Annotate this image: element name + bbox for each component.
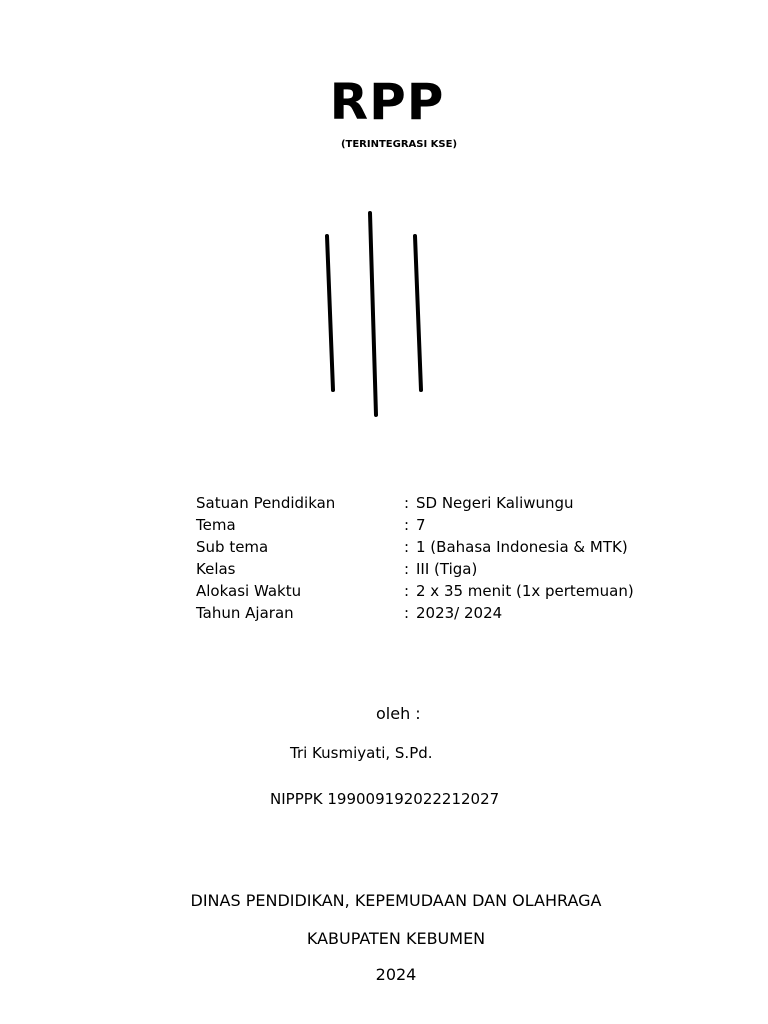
by-label: oleh : [376,704,421,723]
numeral-stroke-left [327,236,333,390]
author-nip: NIPPPK 199009192022212027 [270,790,500,808]
identity-separator: : [404,516,410,534]
identity-row-school [196,492,634,514]
office-name: DINAS PENDIDIKAN, KEPEMUDAAN DAN OLAHRAGA [190,891,602,910]
identity-label: Tema [196,516,236,534]
office-regency: KABUPATEN KEBUMEN [306,929,486,948]
identity-value: 2023/ 2024 [416,604,503,622]
identity-row-class [196,558,634,580]
identity-separator: : [404,582,410,600]
identity-row-school-year [196,602,634,624]
identity-label: Kelas [196,560,236,578]
identity-value: 7 [416,516,426,534]
identity-row-time-allocation [196,580,634,602]
identity-label: Sub tema [196,538,269,556]
identity-row-theme [196,514,634,536]
identity-table [196,492,634,624]
identity-label: Alokasi Waktu [196,582,302,600]
identity-separator: : [404,604,410,622]
identity-separator: : [404,538,410,556]
document-subtitle: (TERINTEGRASI KSE) [340,139,458,150]
identity-value: 1 (Bahasa Indonesia & MTK) [416,538,628,556]
office-year: 2024 [375,965,417,984]
identity-separator: : [404,560,410,578]
author-name: Tri Kusmiyati, S.Pd. [290,744,433,762]
identity-value: SD Negeri Kaliwungu [416,494,574,512]
identity-value: 2 x 35 menit (1x pertemuan) [416,582,634,600]
identity-label: Tahun Ajaran [196,604,294,622]
identity-value: III (Tiga) [416,560,478,578]
numeral-stroke-middle [370,213,376,415]
identity-row-subtheme [196,536,634,558]
numeral-stroke-right [415,236,421,390]
document-title: RPP [329,73,445,131]
identity-label: Satuan Pendidikan [196,494,336,512]
identity-separator: : [404,494,410,512]
